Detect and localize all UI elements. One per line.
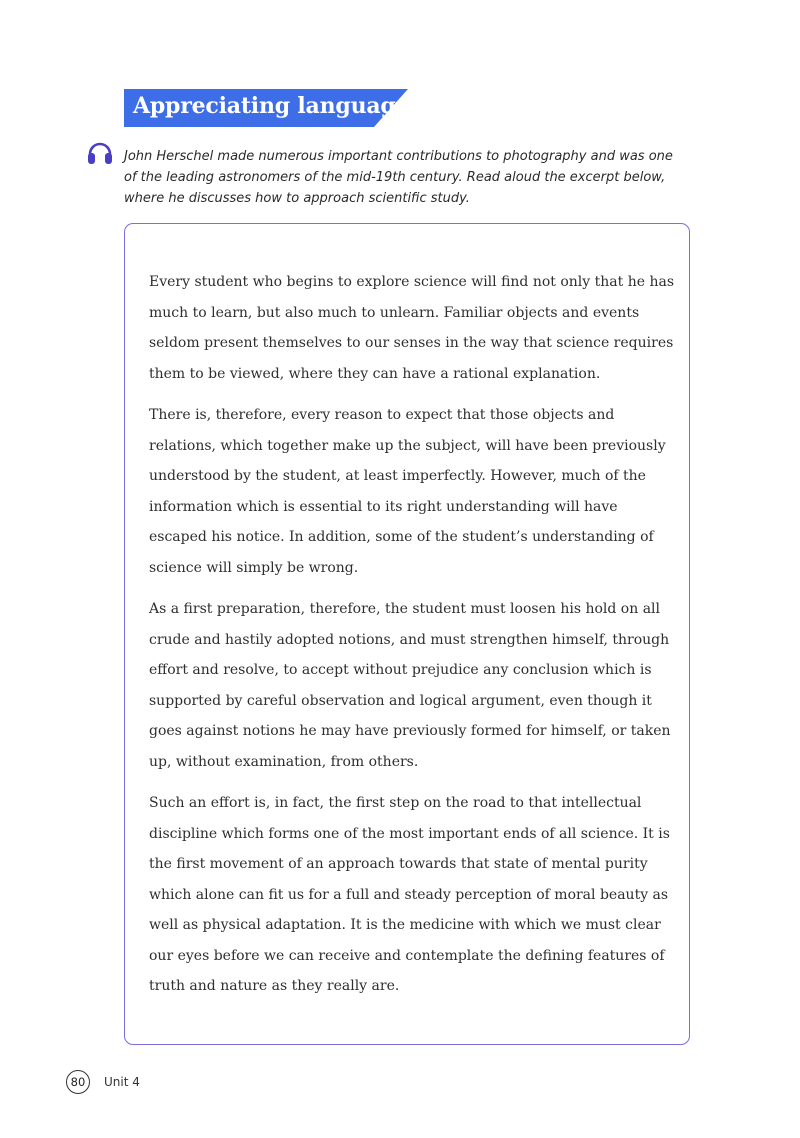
excerpt-paragraph-4: Such an effort is, in fact, the first step on the road to that intellectual discipline which forms one of the most important ends of all science. It is the first movement of an approach towards that state of mental purity which alone can fit us for a full and steady perception of moral beauty as well as physical adaptation. It is the medicine with which we must clear our eyes before we can receive and contemplate the defining features of truth and nature as they really are. xyxy=(149,795,670,994)
excerpt-paragraph-1: Every student who begins to explore science will find not only that he has much to learn, but also much to unlearn. Familiar objects and events seldom present themselves to our senses in the way that science requires them to be viewed, where they can have a rational explanation. xyxy=(149,274,675,382)
section-banner xyxy=(124,89,408,127)
section-title: Appreciating language xyxy=(133,93,410,119)
page-number: 80 xyxy=(66,1070,90,1094)
excerpt-paragraph-3: As a first preparation, therefore, the student must loosen his hold on all crude and hastily adopted notions, and must strengthen himself, through effort and resolve, to accept without prejudice any conclusion which is supported by careful observation and logical argument, even though it goes against notions he may have previously formed for himself, or taken up, without examination, from others. xyxy=(149,601,671,770)
unit-label: Unit 4 xyxy=(104,1075,140,1089)
intro-text: John Herschel made numerous important contributions to photography and was one of the leading astronomers of the mid-19th century. Read aloud the excerpt below, where he discusses how to approach scientific study. xyxy=(124,149,673,206)
excerpt-text xyxy=(149,267,674,1013)
headphones-icon xyxy=(86,138,114,166)
excerpt-paragraph-2: There is, therefore, every reason to expect that those objects and relations, which together make up the subject, will have been previously understood by the student, at least imperfectly. However, much of the information which is essential to its right understanding will have escaped his notice. In addition, some of the student’s understanding of science will simply be wrong. xyxy=(149,407,666,576)
